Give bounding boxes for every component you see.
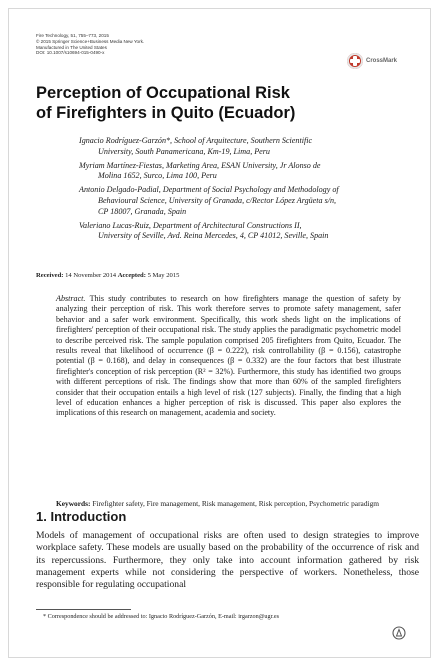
accepted-date: 5 May 2015 [147, 272, 180, 279]
title-line: of Firefighters in Quito (Ecuador) [36, 104, 296, 122]
author-line: Ignacio Rodríguez-Garzón*, School of Arquitecture, Southern Scientific [79, 136, 313, 145]
paper-title [36, 83, 366, 123]
author-entry [79, 161, 399, 182]
keywords [56, 499, 401, 509]
pub-info-line: Fire Technology, 51, 755–773, 2015 [36, 33, 109, 38]
received-date: 14 November 2014 [65, 272, 117, 279]
abstract-label: Abstract. [56, 294, 86, 303]
author-list [79, 136, 399, 245]
paper-page [8, 8, 431, 658]
author-line: CP 18007, Granada, Spain [98, 206, 187, 216]
pub-info-line: Manufactured in The United States [36, 44, 107, 50]
publication-info [36, 33, 144, 56]
article-dates [36, 272, 179, 279]
author-line: Valeriano Lucas-Ruiz, Department of Architectural Constructions II, [79, 220, 302, 230]
abstract [56, 294, 401, 419]
author-line: Myriam Martínez-Fiestas, Marketing Area, ESAN University, Jr Alonso de [79, 160, 321, 170]
pub-info-line: DOI: 10.1007/s10694-015-0490-x [36, 50, 105, 56]
author-entry [79, 136, 399, 157]
crossmark-icon [347, 53, 363, 69]
correspondence-footnote: * Correspondence should be addressed to: Ignacio Rodríguez-Garzón, E-mail: irgarzon@ugr.es [43, 613, 279, 620]
author-line: Molina 1652, Surco, Lima 100, Peru [98, 171, 217, 181]
accepted-label: Accepted: [117, 272, 146, 279]
keywords-label: Keywords: [56, 499, 91, 508]
introduction-text: Models of management of occupational risks are often used to design strategies to improve workplace safety. These models are usually based on the probability of the occurrence of risk and its repercussions. Furthermore, they only take into account information gathered by risk management experts while not considering the perspective of workers. Nonetheless, those responsible for regulating occupational [36, 530, 419, 591]
author-line: University, South Panamericana, Km-19, Lima, Peru [98, 146, 270, 156]
title-line: Perception of Occupational Risk [36, 84, 290, 102]
footnote-divider [36, 609, 131, 610]
author-line: Behavioural Science, University of Granada, c/Rector López Argüeta s/n, [98, 195, 337, 205]
author-line: Antonio Delgado-Padial, Department of Social Psychology and Methodology of [79, 185, 339, 195]
crossmark-label: CrossMark [366, 58, 398, 64]
abstract-text: This study contributes to research on how firefighters manage the question of safety by analyzing their perception of risk. This work therefore serves to promote safety management, safer behavior and a safer work environment. Specifically, this work sheds light on the implications of firefighters' perception of their occupational risk. The study applies the paradigmatic psychometric model to describe perceived risk. The sample population comprised 205 firefighters from Quito, Ecuador. The results reveal that likelihood of occurrence (β = 0.222), risk controllability (β = 0.156), catastrophe potential (β = 0.168), and delay in consequences (β = 0.332) are the four factors that best illustrate firefighter's conception of risk perception (R² = 32%). Furthermore, this study has identified two groups with different perceptions of risk. The findings show that more than 60% of the sampled firefighters consider that their occupation entails a high level of risk (127 subjects). Finally, the finding that a high level of education enhances a higher perception of risk is discussed. This paper also explores the implications of this research on management, academia and society. [56, 294, 401, 418]
keywords-text: Firefighter safety, Fire management, Risk management, Risk perception, Psychometric paradigm [92, 499, 380, 508]
received-label: Received: [36, 272, 64, 279]
crossmark-badge[interactable] [347, 53, 397, 69]
author-line: University of Seville, Avd. Reina Mercedes, 4, CP 41012, Seville, Spain [98, 231, 329, 241]
author-entry [79, 185, 399, 217]
pub-info-line: © 2015 Springer Science+Business Media New York. [36, 38, 145, 44]
section-heading-introduction: 1. Introduction [36, 509, 127, 524]
page-flag-icon[interactable] [392, 626, 406, 640]
author-entry [79, 221, 399, 242]
